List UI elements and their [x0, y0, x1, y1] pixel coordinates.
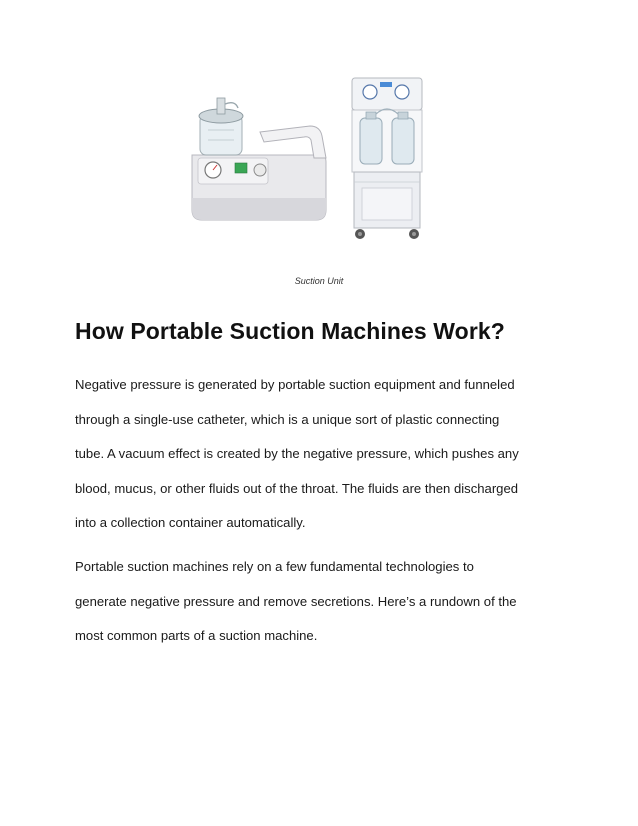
paragraph-1-line: tube. A vacuum effect is created by the negative pressure, which pushes any: [75, 446, 519, 461]
paragraph-2-line: generate negative pressure and remove secretions. Here’s a rundown of the: [75, 593, 517, 609]
paragraph-2-line: most common parts of a suction machine.: [75, 628, 318, 643]
paragraph-2: [75, 550, 565, 654]
paragraph-1-line: blood, mucus, or other fluids out of the throat. The fluids are then discharged: [75, 480, 519, 496]
trolley-suction-device-illustration: [352, 78, 422, 239]
suction-unit-image: [180, 70, 450, 250]
section-heading: How Portable Suction Machines Work?: [75, 318, 505, 344]
portable-suction-device-illustration: [192, 98, 326, 220]
paragraph-1-line: through a single-use catheter, which is a unique sort of plastic connecting: [75, 411, 500, 427]
paragraph-1: [75, 368, 565, 541]
paragraph-1-line: into a collection container automatically.: [75, 515, 306, 530]
paragraph-2-line: Portable suction machines rely on a few fundamental technologies to: [75, 559, 474, 574]
paragraph-1-line: Negative pressure is generated by portable suction equipment and funneled: [75, 377, 515, 392]
figure-caption: Suction Unit: [294, 276, 344, 286]
